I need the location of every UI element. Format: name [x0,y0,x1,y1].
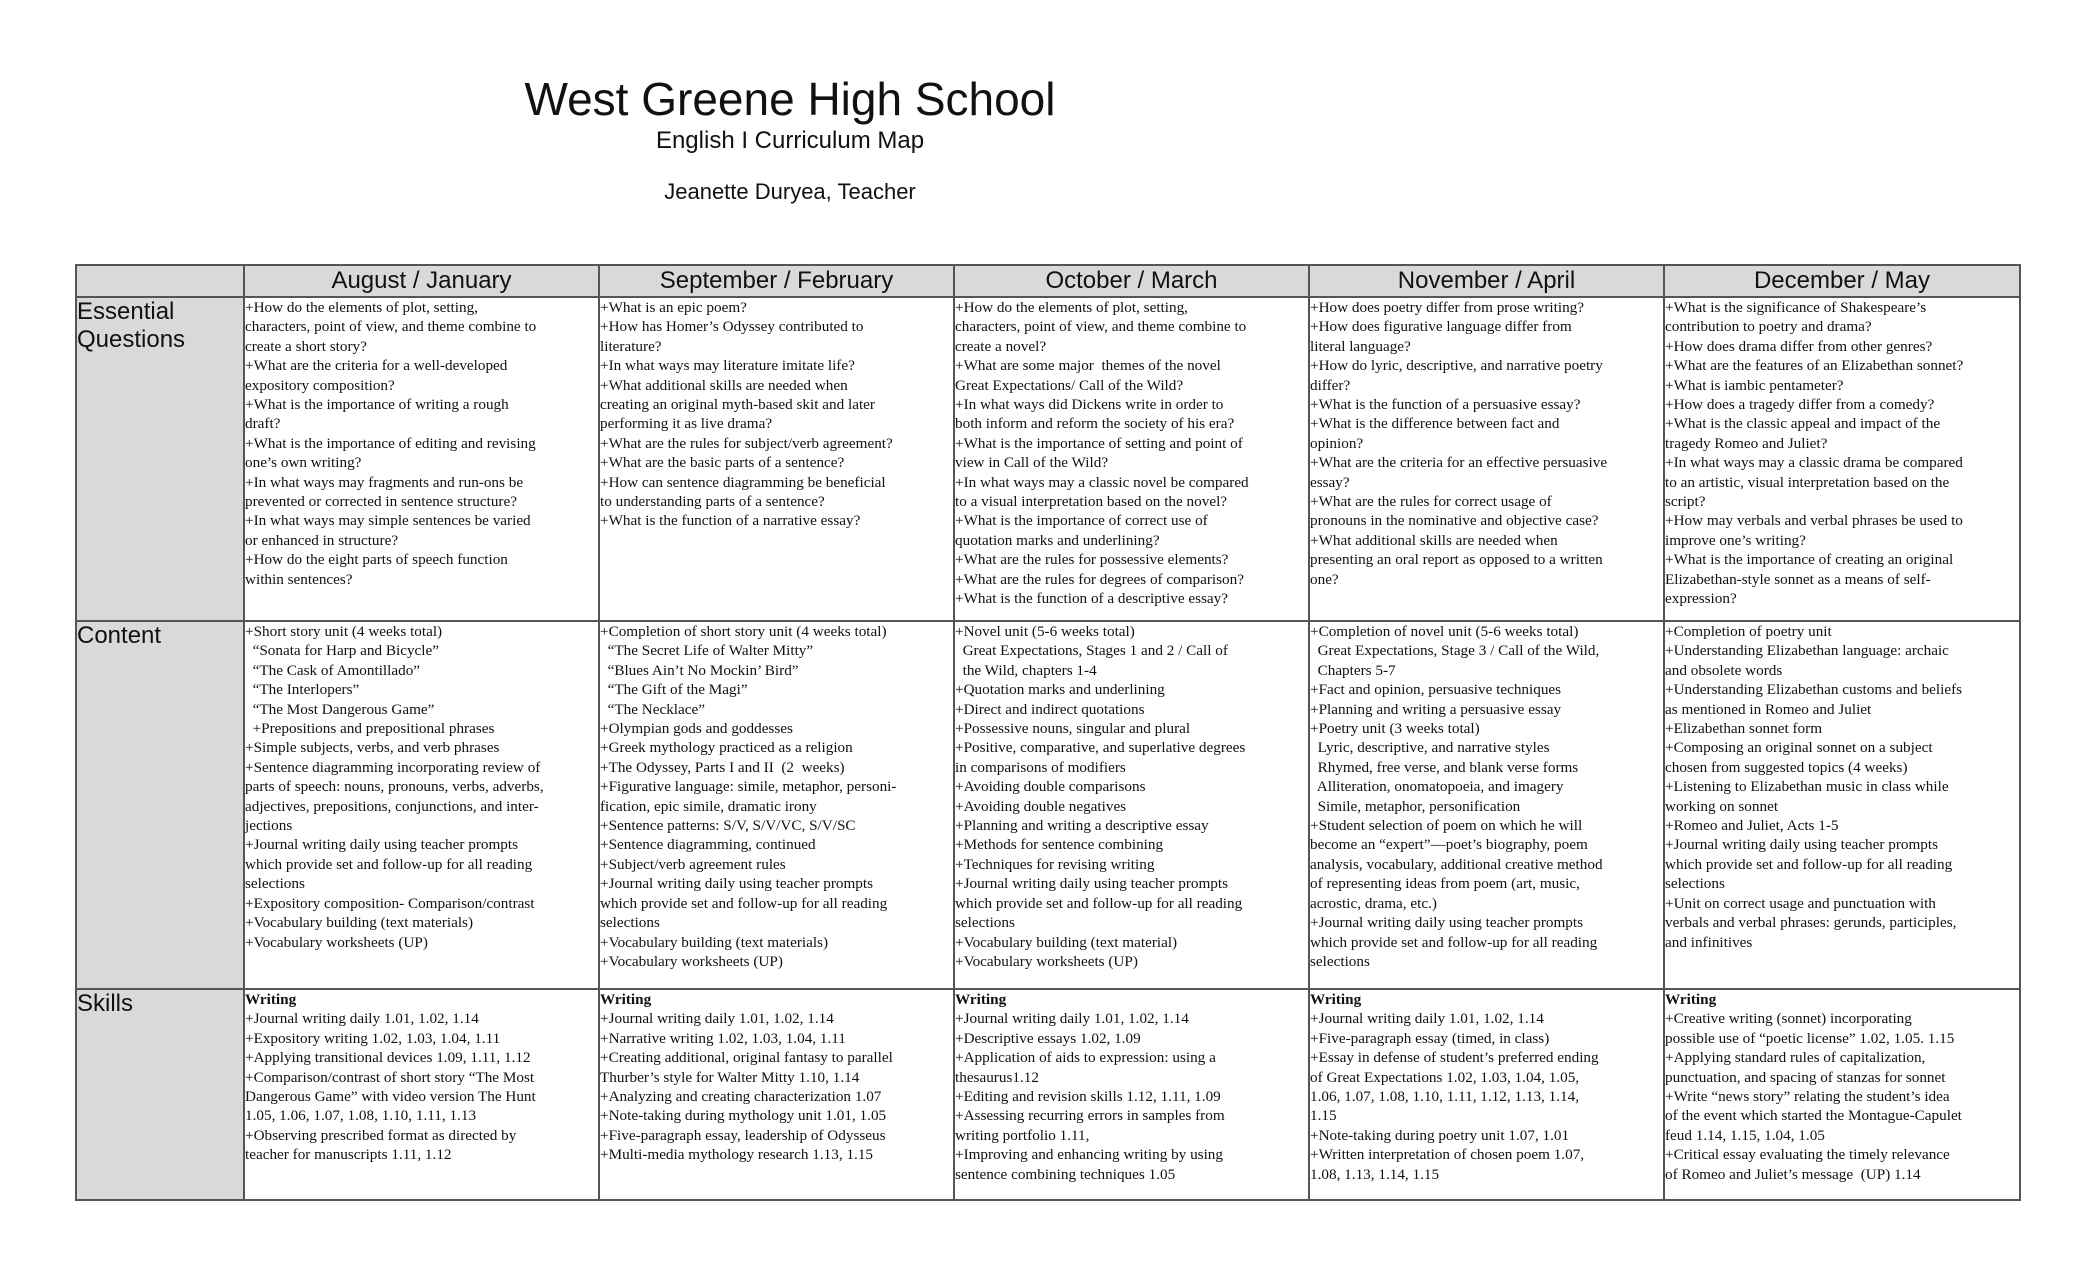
cell-text-line: selections [245,875,305,893]
cell-text-line: +Note-taking during mythology unit 1.01, 1.05 [600,1107,887,1125]
table-cell [244,297,599,621]
cell-text-line: to a visual interpretation based on the novel? [955,493,1228,511]
cell-text-line: +Subject/verb agreement rules [600,855,786,873]
essential-questions-row [76,297,2020,621]
cell-text-line: Lyric, descriptive, and narrative styles [1310,739,1550,757]
row-label-skills: Skills [76,989,244,1200]
cell-text-line: “The Necklace” [600,700,705,718]
table-cell [599,989,954,1200]
cell-text-line: +Simple subjects, verbs, and verb phrases [245,739,500,757]
cell-text-line: +How do lyric, descriptive, and narrative poetry [1310,357,1603,375]
cell-text-line: +Techniques for revising writing [955,855,1155,873]
cell-text-line: +Creative writing (sonnet) incorporating [1665,1010,1912,1028]
cell-text-line: +Journal writing daily using teacher prompts [1665,836,1939,854]
cell-text-line: creating an original myth-based skit and later [600,396,875,414]
cell-text-line: “The Gift of the Magi” [600,681,748,699]
cell-text-line: “Blues Ain’t No Mockin’ Bird” [600,661,799,679]
cell-text-line: performing it as live drama? [600,415,773,433]
table-cell [599,621,954,989]
cell-text-line: +How does poetry differ from prose writing? [1310,299,1584,316]
cell-text-line: +What is the function of a persuasive essay? [1310,396,1581,414]
cell-text-line: Rhymed, free verse, and blank verse forms [1310,758,1579,776]
cell-text-line: fication, epic simile, dramatic irony [600,797,817,815]
cell-text-line: Simile, metaphor, personification [1310,797,1521,815]
cell-text-line: +What is the classic appeal and impact of the [1665,415,1941,433]
cell-text-line: +Comparison/contrast of short story “The Most [245,1068,535,1086]
cell-text-line: +What is the significance of Shakespeare’s [1665,299,1927,316]
cell-text-line: +Applying transitional devices 1.09, 1.11, 1.12 [245,1049,531,1067]
cell-text-line: +What is an epic poem? [600,299,747,316]
cell-text-line: +What additional skills are needed when [1310,531,1558,549]
cell-text-line: +Possessive nouns, singular and plural [955,720,1191,738]
cell-text-line: +Completion of poetry unit [1665,623,1832,640]
cell-text-line: characters, point of view, and theme combine to [955,318,1247,336]
cell-text-line: Great Expectations, Stages 1 and 2 / Call of [955,642,1228,660]
cell-text-line: and obsolete words [1665,661,1783,679]
cell-text-line: Elizabethan-style sonnet as a means of self- [1665,570,1931,588]
cell-text-line: +Journal writing daily 1.01, 1.02, 1.14 [1310,1010,1544,1028]
cell-text-line: +What are the rules for correct usage of [1310,493,1552,511]
cell-text-line: +What is the importance of setting and point of [955,434,1243,452]
cell-text-line: +Vocabulary worksheets (UP) [955,952,1138,970]
cell-text-line: +What are the features of an Elizabethan sonnet? [1665,357,1964,375]
cell-text-line: characters, point of view, and theme combine to [245,318,537,336]
cell-text-line: +Write “news story” relating the student’s idea [1665,1088,1950,1106]
cell-text-line: 1.05, 1.06, 1.07, 1.08, 1.10, 1.11, 1.13 [245,1107,477,1125]
cell-text-line: +Vocabulary building (text material) [955,933,1178,951]
cell-text-line: Thurber’s style for Walter Mitty 1.10, 1.14 [600,1068,860,1086]
cell-text-line: +Sentence patterns: S/V, S/V/VC, S/V/SC [600,817,856,835]
cell-text-line: tragedy Romeo and Juliet? [1665,434,1828,452]
cell-text-line: verbals and verbal phrases: gerunds, participles, [1665,914,1957,932]
month-header: August / January [244,265,599,297]
cell-text-line: +Narrative writing 1.02, 1.03, 1.04, 1.11 [600,1029,846,1047]
cell-text-line: +Quotation marks and underlining [955,681,1165,699]
corner-cell [76,265,244,297]
cell-text-line: 1.15 [1310,1107,1337,1125]
cell-text-line: +What is the importance of editing and revising [245,434,536,452]
cell-text-line: +How do the elements of plot, setting, [955,299,1188,316]
cell-text-line: +Direct and indirect quotations [955,700,1145,718]
cell-text-line: possible use of “poetic license” 1.02, 1.05. 1.15 [1665,1029,1955,1047]
cell-text-line: +Essay in defense of student’s preferred ending [1310,1049,1599,1067]
writing-heading: Writing [245,991,297,1008]
cell-text-line: +Avoiding double negatives [955,797,1127,815]
school-title: West Greene High School [524,73,1056,125]
cell-text-line: 1.06, 1.07, 1.08, 1.10, 1.11, 1.12, 1.13, 1.14, [1310,1088,1580,1106]
cell-text-line: +Vocabulary building (text materials) [600,933,829,951]
cell-text-line: +The Odyssey, Parts I and II (2 weeks) [600,758,845,776]
table-cell [1309,297,1664,621]
table-cell [1664,297,2020,621]
cell-text-line: script? [1665,493,1706,511]
cell-text-line: +Student selection of poem on which he will [1310,817,1583,835]
cell-text-line: +What are the criteria for a well-developed [245,357,508,375]
cell-text-line: +In what ways may a classic novel be compared [955,473,1249,491]
cell-text-line: +Improving and enhancing writing by using [955,1146,1223,1164]
cell-text-line: +Sentence diagramming incorporating review of [245,758,541,776]
cell-text-line: +Journal writing daily 1.01, 1.02, 1.14 [955,1010,1189,1028]
cell-text-line: “Sonata for Harp and Bicycle” [245,642,439,660]
cell-text-line: +What are the rules for subject/verb agreement? [600,434,893,452]
cell-text-line: +Completion of short story unit (4 weeks total) [600,623,887,640]
cell-text-line: both inform and reform the society of his era? [955,415,1235,433]
cell-text-line: +Critical essay evaluating the timely relevance [1665,1146,1950,1164]
cell-text-line: +Creating additional, original fantasy to parallel [600,1049,893,1067]
cell-text-line: and infinitives [1665,933,1753,951]
cell-text-line: literature? [600,337,662,355]
cell-text-line: the Wild, chapters 1-4 [955,661,1097,679]
cell-text-line: +Editing and revision skills 1.12, 1.11, 1.09 [955,1088,1221,1106]
row-label-content: Content [76,621,244,989]
cell-text-line: +Avoiding double comparisons [955,778,1146,796]
cell-text-line: “The Most Dangerous Game” [245,700,435,718]
cell-text-line: selections [600,914,660,932]
cell-text-line: chosen from suggested topics (4 weeks) [1665,758,1908,776]
cell-text-line: +What is the importance of writing a rough [245,396,509,414]
cell-text-line: selections [955,914,1015,932]
cell-text-line: +What are the rules for possessive elements? [955,551,1229,569]
cell-text-line: +Vocabulary building (text materials) [245,914,474,932]
cell-text-line: +How can sentence diagramming be beneficial [600,473,886,491]
cell-text-line: view in Call of the Wild? [955,454,1109,472]
cell-text-line: of Romeo and Juliet’s message (UP) 1.14 [1665,1165,1921,1183]
cell-text-line: presenting an oral report as opposed to a written [1310,551,1603,569]
writing-heading: Writing [955,991,1007,1008]
month-header: September / February [599,265,954,297]
cell-text-line: of Great Expectations 1.02, 1.03, 1.04, 1.05, [1310,1068,1580,1086]
cell-text-line: +What are the rules for degrees of comparison? [955,570,1244,588]
cell-text-line: which provide set and follow-up for all reading [955,894,1243,912]
cell-text-line: one’s own writing? [245,454,362,472]
cell-text-line: +Olympian gods and goddesses [600,720,793,738]
cell-text-line: punctuation, and spacing of stanzas for sonnet [1665,1068,1946,1086]
cell-text-line: +How do the eight parts of speech function [245,551,508,569]
cell-text-line: +How does figurative language differ from [1310,318,1572,336]
cell-text-line: +Expository writing 1.02, 1.03, 1.04, 1.11 [245,1029,501,1047]
cell-text-line: of the event which started the Montague-Capulet [1665,1107,1962,1125]
cell-text-line: +Five-paragraph essay (timed, in class) [1310,1029,1550,1047]
cell-text-line: +Understanding Elizabethan customs and beliefs [1665,681,1963,699]
cell-text-line: literal language? [1310,337,1411,355]
cell-text-line: of representing ideas from poem (art, music, [1310,875,1580,893]
cell-text-line: +Observing prescribed format as directed by [245,1126,517,1144]
table-cell [1664,989,2020,1200]
cell-text-line: contribution to poetry and drama? [1665,318,1872,336]
cell-text-line: feud 1.14, 1.15, 1.04, 1.05 [1665,1126,1825,1144]
month-header: October / March [954,265,1309,297]
cell-text-line: +How do the elements of plot, setting, [245,299,478,316]
cell-text-line: essay? [1310,473,1350,491]
cell-text-line: +Expository composition- Comparison/contrast [245,894,535,912]
table-cell [954,297,1309,621]
cell-text-line: +Methods for sentence combining [955,836,1164,854]
cell-text-line: “The Cask of Amontillado” [245,661,421,679]
cell-text-line: +Assessing recurring errors in samples from [955,1107,1225,1125]
cell-text-line: +Greek mythology practiced as a religion [600,739,853,757]
month-header: November / April [1309,265,1664,297]
cell-text-line: which provide set and follow-up for all reading [245,855,533,873]
cell-text-line: +Vocabulary worksheets (UP) [245,933,428,951]
cell-text-line: which provide set and follow-up for all reading [1665,855,1953,873]
cell-text-line: +What additional skills are needed when [600,376,848,394]
cell-text-line: +Journal writing daily using teacher prompts [245,836,519,854]
cell-text-line: +Elizabethan sonnet form [1665,720,1823,738]
cell-text-line: +In what ways may a classic drama be compared [1665,454,1963,472]
cell-text-line: +Unit on correct usage and punctuation with [1665,894,1936,912]
cell-text-line: expression? [1665,590,1737,608]
cell-text-line: +In what ways may fragments and run-ons be [245,473,524,491]
cell-text-line: +Planning and writing a descriptive essay [955,817,1209,835]
cell-text-line: +Fact and opinion, persuasive techniques [1310,681,1562,699]
skills-row [76,989,2020,1200]
cell-text-line: adjectives, prepositions, conjunctions, and inter- [245,797,539,815]
cell-text-line: “The Interlopers” [245,681,360,699]
cell-text-line: Great Expectations/ Call of the Wild? [955,376,1184,394]
table-cell [599,297,954,621]
cell-text-line: analysis, vocabulary, additional creative method [1310,855,1603,873]
cell-text-line: differ? [1310,376,1351,394]
cell-text-line: create a novel? [955,337,1047,355]
month-header: December / May [1664,265,2020,297]
document-header [0,72,1580,206]
writing-heading: Writing [1310,991,1362,1008]
cell-text-line: which provide set and follow-up for all reading [1310,933,1598,951]
cell-text-line: Great Expectations, Stage 3 / Call of the Wild, [1310,642,1600,660]
cell-text-line: or enhanced in structure? [245,531,399,549]
cell-text-line: to an artistic, visual interpretation based on the [1665,473,1950,491]
cell-text-line: +Listening to Elizabethan music in class while [1665,778,1949,796]
cell-text-line: +Sentence diagramming, continued [600,836,816,854]
cell-text-line: teacher for manuscripts 1.11, 1.12 [245,1146,452,1164]
table-cell [954,989,1309,1200]
cell-text-line: +How does drama differ from other genres? [1665,337,1933,355]
cell-text-line: jections [245,817,293,835]
cell-text-line: +Positive, comparative, and superlative degrees [955,739,1246,757]
cell-text-line: +Understanding Elizabethan language: archaic [1665,642,1949,660]
cell-text-line: draft? [245,415,281,433]
cell-text-line: parts of speech: nouns, pronouns, verbs, adverbs, [245,778,544,796]
table-cell [954,621,1309,989]
writing-heading: Writing [1665,991,1717,1008]
cell-text-line: +In what ways may literature imitate life? [600,357,855,375]
cell-text-line: +Analyzing and creating characterization 1.07 [600,1088,882,1106]
document-subtitle: English I Curriculum Map [655,127,925,154]
table-cell [1664,621,2020,989]
cell-text-line: +What are some major themes of the novel [955,357,1221,375]
cell-text-line: improve one’s writing? [1665,531,1806,549]
cell-text-line: +Planning and writing a persuasive essay [1310,700,1562,718]
cell-text-line: one? [1310,570,1339,588]
cell-text-line: +Journal writing daily 1.01, 1.02, 1.14 [245,1010,479,1028]
cell-text-line: +Romeo and Juliet, Acts 1-5 [1665,817,1839,835]
cell-text-line: “The Secret Life of Walter Mitty” [600,642,814,660]
cell-text-line: acrostic, drama, etc.) [1310,894,1437,912]
teacher-name: Jeanette Duryea, Teacher [664,179,916,204]
cell-text-line: +How may verbals and verbal phrases be used to [1665,512,1963,530]
cell-text-line: +In what ways may simple sentences be varied [245,512,531,530]
cell-text-line: +What are the criteria for an effective persuasive [1310,454,1608,472]
cell-text-line: +Multi-media mythology research 1.13, 1.15 [600,1146,874,1164]
cell-text-line: +Composing an original sonnet on a subject [1665,739,1933,757]
cell-text-line: +How does a tragedy differ from a comedy? [1665,396,1935,414]
table-cell [1309,621,1664,989]
cell-text-line: in comparisons of modifiers [955,758,1126,776]
cell-text-line: working on sonnet [1665,797,1779,815]
cell-text-line: +Poetry unit (3 weeks total) [1310,720,1480,738]
cell-text-line: selections [1665,875,1725,893]
cell-text-line: +Journal writing daily using teacher prompts [955,875,1229,893]
cell-text-line: +What is the importance of creating an original [1665,551,1954,569]
row-label-essential-questions: Essential Questions [76,297,244,621]
cell-text-line: +Journal writing daily using teacher prompts [600,875,874,893]
cell-text-line: +Written interpretation of chosen poem 1.07, [1310,1146,1585,1164]
cell-text-line: +What is iambic pentameter? [1665,376,1844,394]
cell-text-line: +Completion of novel unit (5-6 weeks total) [1310,623,1579,640]
table-cell [244,989,599,1200]
cell-text-line: +In what ways did Dickens write in order to [955,396,1224,414]
cell-text-line: sentence combining techniques 1.05 [955,1165,1176,1183]
table-cell [1309,989,1664,1200]
cell-text-line: +What is the function of a descriptive essay? [955,590,1228,608]
writing-heading: Writing [600,991,652,1008]
cell-text-line: +Note-taking during poetry unit 1.07, 1.01 [1310,1126,1570,1144]
cell-text-line: 1.08, 1.13, 1.14, 1.15 [1310,1165,1440,1183]
cell-text-line: pronouns in the nominative and objective case? [1310,512,1599,530]
cell-text-line: +Five-paragraph essay, leadership of Odysseus [600,1126,886,1144]
cell-text-line: +Application of aids to expression: using a [955,1049,1216,1067]
cell-text-line: +Novel unit (5-6 weeks total) [955,623,1135,640]
cell-text-line: +What is the function of a narrative essay? [600,512,861,530]
cell-text-line: thesaurus1.12 [955,1068,1039,1086]
cell-text-line: within sentences? [245,570,353,588]
cell-text-line: prevented or corrected in sentence structure? [245,493,517,511]
cell-text-line: +What is the importance of correct use of [955,512,1208,530]
cell-text-line: which provide set and follow-up for all reading [600,894,888,912]
cell-text-line: +Vocabulary worksheets (UP) [600,952,783,970]
cell-text-line: +Applying standard rules of capitalization, [1665,1049,1926,1067]
cell-text-line: opinion? [1310,434,1364,452]
cell-text-line: writing portfolio 1.11, [955,1126,1090,1144]
cell-text-line: to understanding parts of a sentence? [600,493,825,511]
cell-text-line: Alliteration, onomatopoeia, and imagery [1310,778,1564,796]
month-header-row [76,265,2020,297]
cell-text-line: +What are the basic parts of a sentence? [600,454,845,472]
curriculum-table [75,264,2021,1201]
cell-text-line: +How has Homer’s Odyssey contributed to [600,318,864,336]
cell-text-line: as mentioned in Romeo and Juliet [1665,700,1872,718]
cell-text-line: +Figurative language: simile, metaphor, personi- [600,778,897,796]
cell-text-line: +Prepositions and prepositional phrases [245,720,495,738]
cell-text-line: create a short story? [245,337,367,355]
cell-text-line: expository composition? [245,376,395,394]
cell-text-line: +What is the difference between fact and [1310,415,1560,433]
cell-text-line: +Short story unit (4 weeks total) [245,623,443,640]
cell-text-line: become an “expert”—poet’s biography, poem [1310,836,1588,854]
cell-text-line: quotation marks and underlining? [955,531,1160,549]
cell-text-line: +Descriptive essays 1.02, 1.09 [955,1029,1141,1047]
table-cell [244,621,599,989]
content-row [76,621,2020,989]
cell-text-line: +Journal writing daily 1.01, 1.02, 1.14 [600,1010,834,1028]
cell-text-line: +Journal writing daily using teacher prompts [1310,914,1584,932]
cell-text-line: selections [1310,952,1370,970]
cell-text-line: Chapters 5-7 [1310,661,1396,679]
cell-text-line: Dangerous Game” with video version The Hunt [245,1088,536,1106]
